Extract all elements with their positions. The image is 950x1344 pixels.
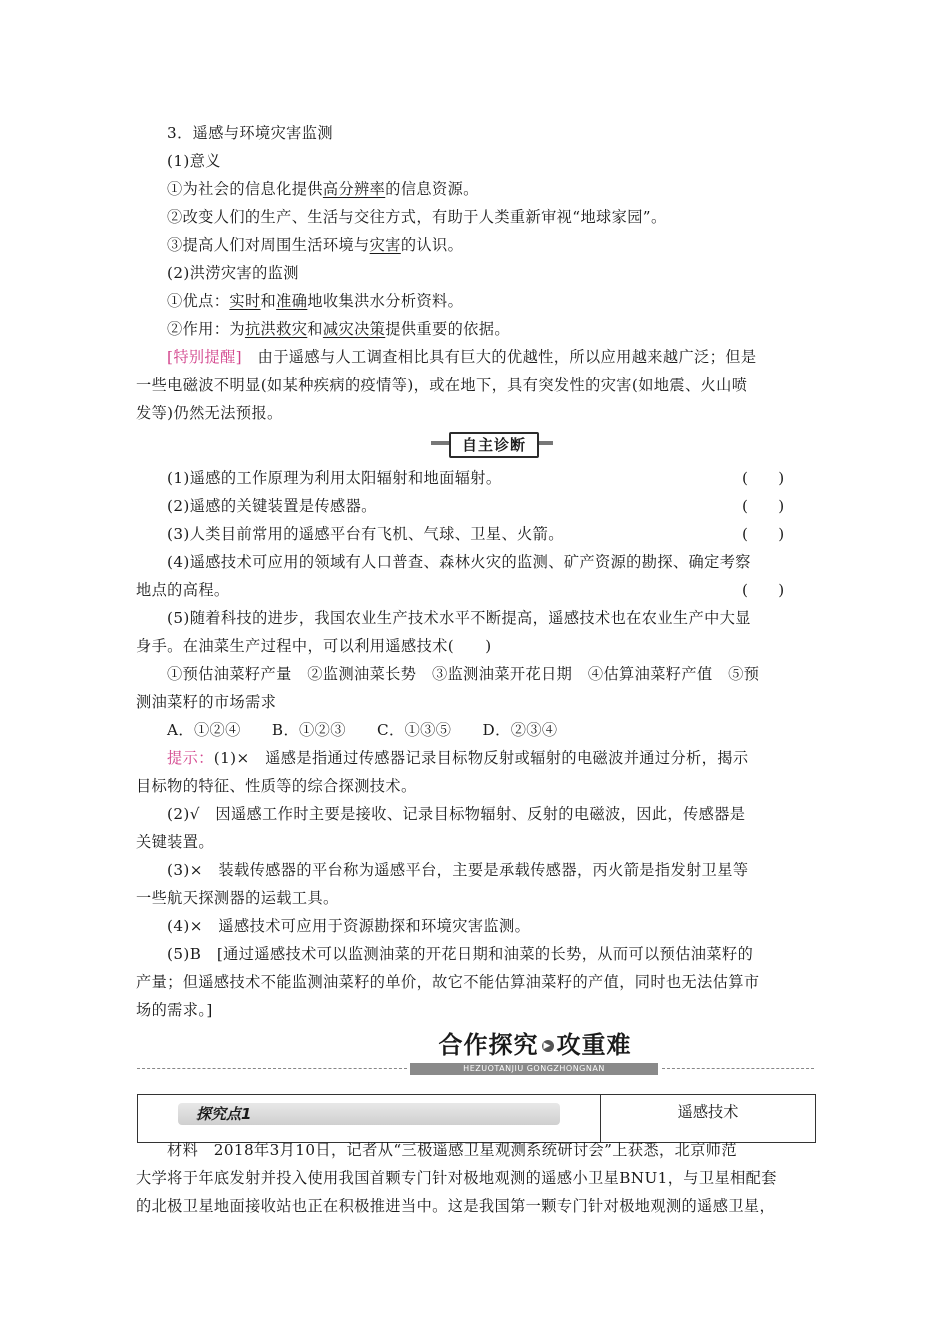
tip-label: [特别提醒]: [167, 348, 243, 366]
banner-dash-left: [137, 1068, 407, 1069]
explore-topic: 遥感技术: [677, 1103, 739, 1121]
meaning-heading: (1)意义: [167, 152, 221, 170]
section-title: 3．遥感与环境灾害监测: [167, 124, 333, 142]
question-2: (2)遥感的关键装置是传感器。: [167, 497, 377, 515]
hint-5-line-2: 产量；但遥感技术不能监测油菜籽的单价，故它不能估算油菜籽的产值，同时也无法估算市: [136, 973, 760, 991]
arrow-icon: ▶: [542, 1040, 554, 1052]
question-5-line-1: (5)随着科技的进步，我国农业生产技术水平不断提高，遥感技术也在农业生产中大显: [167, 609, 751, 627]
flood-heading: (2)洪涝灾害的监测: [167, 264, 299, 282]
question-5-line-2: 身手。在油菜生产过程中，可以利用遥感技术( ): [136, 637, 492, 655]
flood-item-1: ①优点：实时和准确地收集洪水分析资料。: [167, 292, 464, 310]
explore-tag: 探究点1: [196, 1105, 252, 1123]
question-5-choices: A．①②④ B．①②③ C．①③⑤ D．②③④: [167, 721, 558, 739]
hint-4: (4)× 遥感技术可应用于资源勘探和环境灾害监测。: [167, 917, 531, 935]
hint-5-line-1: (5)B [通过遥感技术可以监测油菜的开花日期和油菜的长势，从而可以预估油菜籽的: [167, 945, 754, 963]
answer-blank-3: ( ): [742, 525, 785, 543]
banner-subtitle: HEZUOTANJIU GONGZHONGNAN: [410, 1063, 658, 1075]
meaning-item-3: ③提高人们对周围生活环境与灾害的认识。: [167, 236, 464, 254]
answer-blank-1: ( ): [742, 469, 785, 487]
hint-2-line-1: (2)√ 因遥感工作时主要是接收、记录目标物辐射、反射的电磁波，因此，传感器是: [167, 805, 746, 823]
question-1: (1)遥感的工作原理为利用太阳辐射和地面辐射。: [167, 469, 502, 487]
tip-line-2: 一些电磁波不明显(如某种疾病的疫情等)，或在地下，具有突发性的灾害(如地震、火山喷: [136, 376, 748, 394]
material-line-3: 的北极卫星地面接收站也正在积极推进当中。这是我国第一颗专门针对极地观测的遥感卫星，: [136, 1197, 776, 1215]
question-4-line-1: (4)遥感技术可应用的领域有人口普查、森林火灾的监测、矿产资源的勘探、确定考察: [167, 553, 751, 571]
hint-3-line-2: 一些航天探测器的运载工具。: [136, 889, 339, 907]
meaning-item-1: ①为社会的信息化提供高分辨率的信息资源。: [167, 180, 479, 198]
explore-point-table: [137, 1094, 816, 1143]
question-5-options-2: 测油菜籽的市场需求: [136, 693, 277, 711]
cooperation-banner: 合作探究 ▶ 攻重难 HEZUOTANJIU GONGZHONGNAN: [410, 1030, 660, 1078]
answer-blank-2: ( ): [742, 497, 785, 515]
meaning-item-2: ②改变人们的生产、生活与交往方式，有助于人类重新审视“地球家园”。: [167, 208, 667, 226]
hint-2-line-2: 关键装置。: [136, 833, 214, 851]
tip-line-1: [特别提醒] 由于遥感与人工调查相比具有巨大的优越性，所以应用越来越广泛；但是: [167, 348, 757, 366]
hint-5-line-3: 场的需求。]: [136, 1001, 213, 1019]
question-4-line-2: 地点的高程。: [136, 581, 230, 599]
hint-3-line-1: (3)× 装载传感器的平台称为遥感平台，主要是承载传感器，丙火箭是指发射卫星等: [167, 861, 749, 879]
question-3: (3)人类目前常用的遥感平台有飞机、气球、卫星、火箭。: [167, 525, 564, 543]
banner-dash-right: [662, 1068, 814, 1069]
hint-1-line-2: 目标物的特征、性质等的综合探测技术。: [136, 777, 417, 795]
self-diagnosis-heading: 自主诊断: [431, 432, 553, 454]
question-5-options-1: ①预估油菜籽产量 ②监测油菜长势 ③监测油菜开花日期 ④估算油菜籽产值 ⑤预: [167, 665, 760, 683]
hint-label: 提示：: [167, 749, 214, 767]
hint-1-line-1: 提示：(1)× 遥感是指通过传感器记录目标物反射或辐射的电磁波并通过分析，揭示: [167, 749, 749, 767]
tip-line-3: 发等)仍然无法预报。: [136, 404, 283, 422]
material-line-1: 材料 2018年3月10日，记者从“三极遥感卫星观测系统研讨会”上获悉，北京师范: [167, 1141, 737, 1159]
flood-item-2: ②作用：为抗洪救灾和减灾决策提供重要的依据。: [167, 320, 510, 338]
material-line-2: 大学将于年底发射并投入使用我国首颗专门针对极地观测的遥感小卫星BNU1，与卫星相配套: [136, 1169, 777, 1187]
answer-blank-4: ( ): [742, 581, 785, 599]
